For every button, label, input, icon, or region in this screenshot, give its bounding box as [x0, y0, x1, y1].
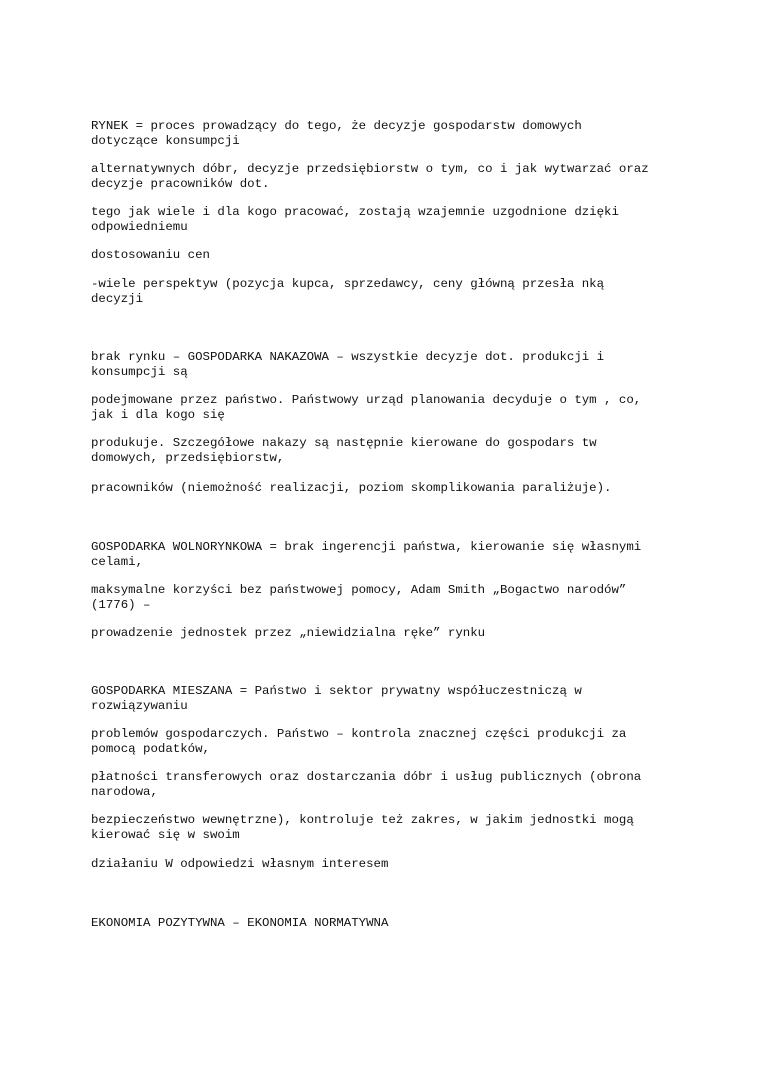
- text-line: domowych, przedsiębiorstw,: [91, 450, 285, 465]
- paragraph-rynek-3: [91, 205, 681, 234]
- text-line: maksymalne korzyści bez państwowej pomocy, Adam Smith „Bogactwo narodów”: [91, 583, 627, 597]
- paragraph-nakazowa-4: [91, 481, 681, 496]
- paragraph-mieszana-4: [91, 813, 681, 842]
- paragraph-ekonomia: [91, 916, 681, 931]
- paragraph-mieszana-5: [91, 857, 681, 872]
- text-line: prowadzenie jednostek przez „niewidzialna ręke” rynku: [91, 626, 486, 640]
- text-line: problemów gospodarczych. Państwo – kontrola znacznej części produkcji za: [91, 727, 627, 741]
- text-line: pomocą podatków,: [91, 741, 210, 756]
- text-line: konsumpcji są: [91, 364, 188, 379]
- paragraph-nakazowa-1: [91, 350, 681, 379]
- text-line: -wiele perspektyw (pozycja kupca, sprzedawcy, ceny główną przesła nką: [91, 277, 605, 291]
- paragraph-rynek-1: [91, 119, 681, 148]
- text-line: celami,: [91, 554, 144, 569]
- paragraph-rynek-5: [91, 277, 681, 306]
- text-line: decyzje pracowników dot.: [91, 176, 270, 191]
- text-line: działaniu W odpowiedzi własnym interesem: [91, 857, 389, 871]
- text-line: odpowiedniemu: [91, 219, 188, 234]
- paragraph-wolnorynkowa-1: [91, 540, 681, 569]
- text-line: alternatywnych dóbr, decyzje przedsiębiorstw o tym, co i jak wytwarzać oraz: [91, 162, 649, 176]
- paragraph-nakazowa-3: [91, 436, 681, 465]
- text-line: płatności transferowych oraz dostarczania dóbr i usług publicznych (obrona: [91, 770, 642, 784]
- text-line: jak i dla kogo się: [91, 407, 225, 422]
- paragraph-mieszana-3: [91, 770, 681, 799]
- text-line: dotyczące konsumpcji: [91, 133, 240, 148]
- paragraph-mieszana-2: [91, 727, 681, 756]
- text-line: (1776) –: [91, 597, 151, 612]
- paragraph-rynek-2: [91, 162, 681, 191]
- paragraph-wolnorynkowa-2: [91, 583, 681, 612]
- paragraph-nakazowa-2: [91, 393, 681, 422]
- text-line: bezpieczeństwo wewnętrzne), kontroluje też zakres, w jakim jednostki mogą: [91, 813, 634, 827]
- text-line: tego jak wiele i dla kogo pracować, zostają wzajemnie uzgodnione dzięki: [91, 205, 619, 219]
- paragraph-mieszana-1: [91, 684, 681, 713]
- text-line: narodowa,: [91, 784, 158, 799]
- text-line: dostosowaniu cen: [91, 248, 210, 262]
- text-line: podejmowane przez państwo. Państwowy urząd planowania decyduje o tym , co,: [91, 393, 642, 407]
- paragraph-rynek-4: [91, 248, 681, 263]
- text-line: RYNEK = proces prowadzący do tego, że decyzje gospodarstw domowych: [91, 119, 582, 133]
- paragraph-wolnorynkowa-3: [91, 626, 681, 641]
- text-line: rozwiązywaniu: [91, 698, 188, 713]
- text-line: kierować się w swoim: [91, 827, 240, 842]
- text-line: GOSPODARKA MIESZANA = Państwo i sektor prywatny współuczestniczą w: [91, 684, 582, 698]
- text-line: decyzji: [91, 291, 144, 306]
- text-line: produkuje. Szczegółowe nakazy są następnie kierowane do gospodars tw: [91, 436, 597, 450]
- text-line: pracowników (niemożność realizacji, poziom skomplikowania paraliżuje).: [91, 481, 612, 495]
- text-line: GOSPODARKA WOLNORYNKOWA = brak ingerencji państwa, kierowanie się własnymi: [91, 540, 642, 554]
- text-line: EKONOMIA POZYTYWNA – EKONOMIA NORMATYWNA: [91, 916, 389, 930]
- text-line: brak rynku – GOSPODARKA NAKAZOWA – wszystkie decyzje dot. produkcji i: [91, 350, 605, 364]
